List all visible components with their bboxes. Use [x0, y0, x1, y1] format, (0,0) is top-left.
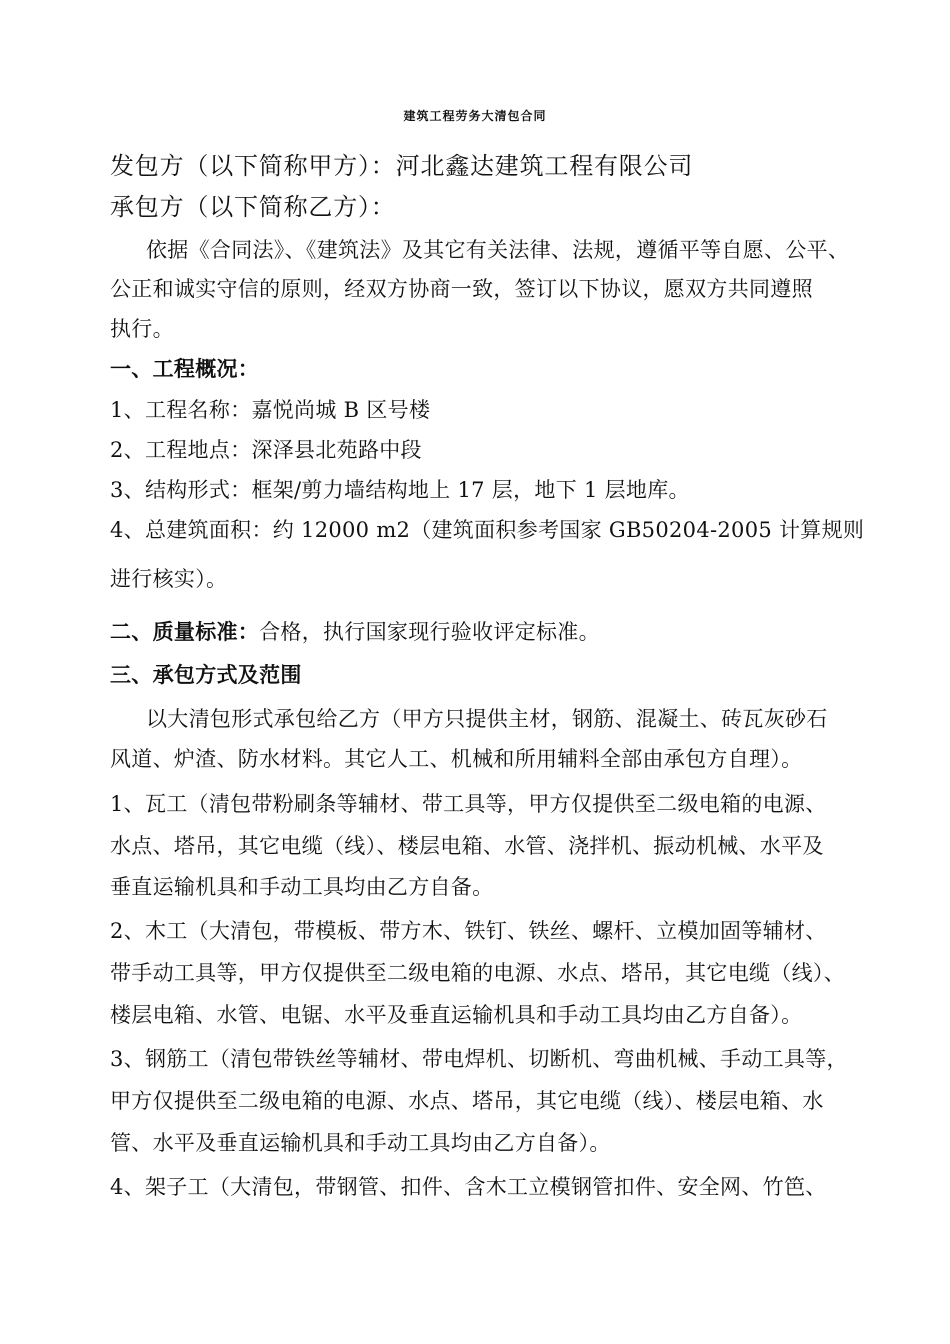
section-1-heading: 一、工程概况： — [110, 356, 260, 381]
rebar-worker-item-line: 3、钢筋工（清包带铁丝等辅材、带电焊机、切断机、弯曲机械、手动工具等， — [110, 1047, 848, 1071]
party-a-line: 发包方（以下简称甲方）：河北鑫达建筑工程有限公司 — [110, 152, 694, 180]
document-title: 建筑工程劳务大清包合同 — [403, 109, 547, 123]
scaffolder-item-line: 4、架子工（大清包，带钢管、扣件、含木工立模钢管扣件、安全网、竹笆、 — [110, 1175, 827, 1199]
carpenter-item-line: 带手动工具等，甲方仅提供至二级电箱的电源、水点、塔吊，其它电缆（线）、 — [110, 961, 845, 985]
rebar-worker-item-line: 管、水平及垂直运输机具和手动工具均由乙方自备）。 — [110, 1131, 611, 1155]
party-b-line: 承包方（以下简称乙方）： — [110, 193, 396, 221]
section-3-heading: 三、承包方式及范围 — [110, 662, 302, 687]
bricklayer-item-line: 水点、塔吊，其它电缆（线）、楼层电箱、水管、浇拌机、振动机械、水平及 — [110, 834, 824, 858]
section-2-line — [110, 619, 600, 645]
preamble-line: 依据《合同法》、《建筑法》及其它有关法律、法规，遵循平等自愿、公平、 — [146, 238, 850, 262]
section-3-intro-line: 风道、炉渣、防水材料。其它人工、机械和所用辅料全部由承包方自理）。 — [110, 747, 803, 771]
preamble-line: 执行。 — [110, 317, 174, 341]
rebar-worker-item-line: 甲方仅提供至二级电箱的电源、水点、塔吊，其它电缆（线）、楼层电箱、水 — [110, 1089, 824, 1113]
section-2-heading: 二、质量标准： — [110, 619, 260, 644]
project-location-item: 2、工程地点：深泽县北苑路中段 — [110, 438, 422, 462]
preamble-line: 公正和诚实守信的原则，经双方协商一致，签订以下协议，愿双方共同遵照 — [110, 277, 813, 301]
project-name-item: 1、工程名称：嘉悦尚城 B 区号楼 — [110, 398, 431, 422]
building-area-item-cont: 进行核实）。 — [110, 567, 228, 591]
quality-standard-text: 合格，执行国家现行验收评定标准。 — [259, 620, 600, 644]
bricklayer-item-line: 1、瓦工（清包带粉刷条等辅材、带工具等，甲方仅提供至二级电箱的电源、 — [110, 792, 827, 816]
bricklayer-item-line: 垂直运输机具和手动工具均由乙方自备。 — [110, 875, 494, 899]
structure-type-item: 3、结构形式：框架/剪力墙结构地上 17 层，地下 1 层地库。 — [110, 478, 690, 502]
section-3-intro-line: 以大清包形式承包给乙方（甲方只提供主材，钢筋、混凝土、砖瓦灰砂石 — [146, 707, 828, 731]
carpenter-item-line: 2、木工（大清包，带模板、带方木、铁钉、铁丝、螺杆、立模加固等辅材、 — [110, 919, 827, 943]
carpenter-item-line: 楼层电箱、水管、电锯、水平及垂直运输机具和手动工具均由乙方自备）。 — [110, 1003, 803, 1027]
building-area-item: 4、总建筑面积：约 12000 m2（建筑面积参考国家 GB50204-2005 计算规则 — [110, 518, 865, 542]
